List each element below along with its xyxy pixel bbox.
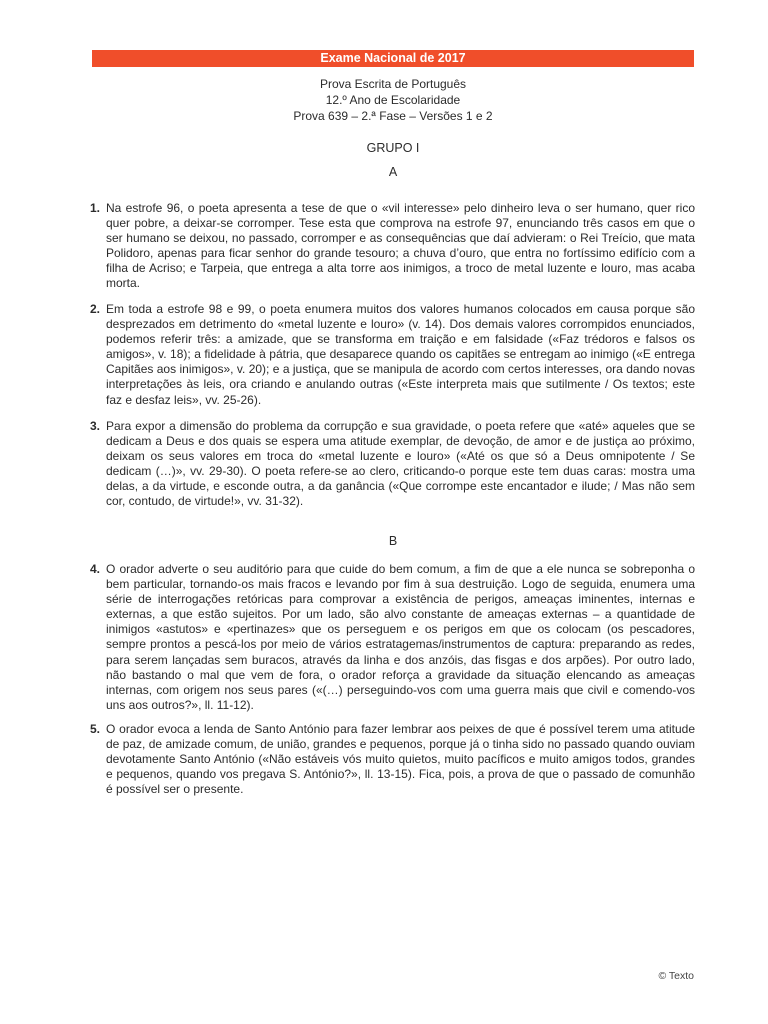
group-title: GRUPO I: [366, 141, 420, 155]
answer-number: 5.: [90, 722, 101, 736]
answer-3: [90, 419, 695, 510]
answer-text: Na estrofe 96, o poeta apresenta a tese de que o «vil interesse» pelo dinheiro leva o ser humano, quer rico quer pobre, a deixar-se corromper. Tese esta que comprova na estrofe 97, enunciando três casos em que o ser humano se deixou, no passado, corromper e as consequências que daí advieram: o Rei Treício, que mata Polidoro, apenas para ficar senhor do grande tesouro; a chuva d’ouro, que entra no fortíssimo edifício com a filha de Acriso; e Tarpeia, que entrega a alta torre aos inimigos, a troco de metal luzente e louro, mas acaba morta.: [106, 201, 695, 291]
answer-text: Em toda a estrofe 98 e 99, o poeta enumera muitos dos valores humanos colocados em causa porque são desprezados em detrimento do «metal luzente e louro» (v. 14). Dos demais valores corrompidos enunciados, podemos referir três: a amizade, que se transforma em traição e em falsidade («Faz trédoros e falsos os amigos», v. 18); a fidelidade à pátria, que desaparece quando os capitães se entregam ao inimigo («E entrega Capitães aos inimigos», v. 20); e a justiça, que se manipula de acordo com certos interesses, ora dando novas interpretações às leis, ora criando e anulando outras («Este interpreta mais que sutilmente / Os textos; este faz e desfaz leis», vv. 25-26).: [106, 302, 695, 407]
exam-code: Prova 639 – 2.ª Fase – Versões 1 e 2: [293, 109, 493, 123]
answer-number: 4.: [90, 562, 101, 576]
exam-title-banner: Exame Nacional de 2017: [92, 50, 694, 67]
answer-text: O orador evoca a lenda de Santo António para fazer lembrar aos peixes de que é possível terem uma atitude de paz, de amizade comum, de união, grandes e pequenos, porque já o tinha sido no passado quando ouviam devotamente Santo António («Não estáveis vós muito quietos, muito pacíficos e muito amigos todos, grandes e pequenos, quando vos pregava S. António?», ll. 13-15). Fica, pois, a prova de que o passado de comunhão é possível ser o presente.: [106, 722, 695, 797]
section-a-title: A: [388, 165, 398, 179]
answer-number: 1.: [90, 201, 101, 215]
answer-1: [90, 201, 695, 292]
answer-text: Para expor a dimensão do problema da corrupção e sua gravidade, o poeta refere que «até» aqueles que se dedicam a Deus e dos quais se espera uma atitude exemplar, de devoção, de amor e de justiça ao próximo, deixam os seus valores em troca do «metal luzente e louro» («Até os que só a Deus omnipotente / Se dedicam (…)», vv. 29-30). O poeta refere-se ao clero, criticando-o porque este tem duas caras: mostra uma delas, a da virtude, e esconde outra, a da ganância («Que corrompe este encantador e ilude; / Mas não sem cor, contudo, de virtude!», vv. 31-32).: [106, 419, 695, 509]
answer-5: [90, 722, 695, 797]
section-b-title: B: [388, 534, 398, 548]
answer-4: [90, 562, 695, 713]
answer-2: [90, 302, 695, 408]
exam-grade: 12.º Ano de Escolaridade: [325, 93, 461, 107]
answer-number: 3.: [90, 419, 101, 433]
exam-subject: Prova Escrita de Português: [319, 77, 467, 91]
answer-text: O orador adverte o seu auditório para que cuide do bem comum, a fim de que a ele nunca se sobreponha o bem particular, tornando-os mais fracos e levando por fim à sua destruição. Logo de seguida, enumera uma série de interrogações retóricas para comprovar a existência de perigos, ameaças iminentes, internas e externas, a que estão sujeitos. Por um lado, são alvo constante de ameaças externas – a quantidade de inimigos «astutos» e «pertinazes» que os perseguem e os perigos em que os colocam (os pescadores, sempre prontos a pescá-los por meio de vários estratagemas/instrumentos de captura: preparando as redes, para serem lançadas sem buracos, através da linha e dos anzóis, das fisgas e dos arpões). Por outro lado, não bastando o mal que vem de fora, o orador reforça a gravidade da situação elencando as ameaças internas, com origem nos seus pares («(…) perseguindo-vos com uma guerra mais que civil e comendo-vos uns aos outros?», ll. 11-12).: [106, 562, 695, 712]
answer-number: 2.: [90, 302, 101, 316]
exam-header: [92, 76, 694, 124]
copyright-footer: © Texto: [658, 970, 694, 982]
